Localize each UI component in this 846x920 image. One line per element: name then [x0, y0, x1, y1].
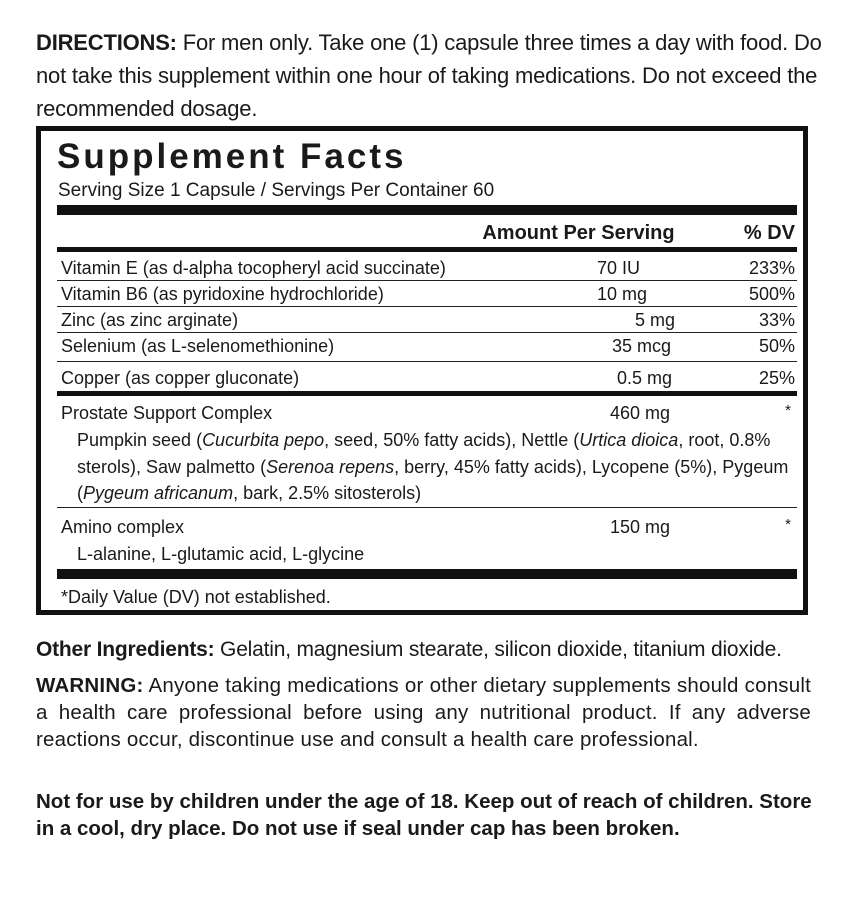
nutrient-dv: 500%: [748, 284, 795, 304]
blend-ingredients: [77, 427, 802, 507]
ingredient-text: , root, 0.8% sterols), Saw palmetto (: [77, 430, 771, 477]
blend-ingredients: L-alanine, L-glutamic acid, L-glycine: [77, 544, 365, 564]
other-ingredients: [36, 635, 826, 665]
nutrient-amount: 0.5 mg: [617, 368, 673, 388]
ingredient-latin: Cucurbita pepo: [202, 430, 325, 450]
nutrient-name: Vitamin E (as d-alpha tocopheryl acid succinate): [61, 258, 446, 278]
divider-thick: [57, 205, 797, 215]
ingredient-latin: Serenoa repens: [266, 456, 395, 477]
divider-thick: [57, 569, 797, 579]
divider-medium: [57, 247, 797, 252]
nutrient-amount: 5 mg: [635, 310, 676, 330]
blend-name: Amino complex: [61, 517, 185, 537]
nutrient-name: Copper (as copper gluconate): [61, 368, 300, 388]
blend-dv-star: *: [785, 402, 791, 419]
divider-thin: [57, 361, 797, 362]
blend-dv-star: *: [785, 516, 791, 533]
children-notice: Not for use by children under the age of 18. Keep out of reach of children. Store in a cool, dry place. Do not use if seal under cap has been broken.: [36, 790, 812, 840]
ingredient-latin: Pygeum africanum: [83, 483, 234, 503]
divider-thin: [57, 507, 797, 508]
nutrient-dv: 25%: [758, 368, 795, 388]
ingredient-text: , seed, 50% fatty acids), Nettle (: [324, 430, 580, 450]
divider-thin: [57, 280, 797, 281]
other-ingredients-label: Other Ingredients:: [36, 638, 215, 661]
header-dv: % DV: [743, 222, 795, 244]
nutrient-amount: 10 mg: [597, 284, 648, 304]
nutrient-name: Zinc (as zinc arginate): [61, 310, 239, 330]
directions-body: For men only. Take one (1) capsule three times a day with food. Do not take this supplement within one hour of taking medications. Do not exceed the recommended dosage.: [36, 30, 822, 121]
nutrient-dv: 50%: [758, 336, 795, 356]
blend-name: Prostate Support Complex: [61, 403, 273, 423]
blend-amount: 150 mg: [610, 517, 671, 537]
nutrient-name: Vitamin B6 (as pyridoxine hydrochloride): [61, 284, 384, 304]
nutrient-amount: 70 IU: [597, 258, 641, 278]
other-ingredients-text: Gelatin, magnesium stearate, silicon dioxide, titanium dioxide.: [214, 638, 782, 661]
directions-label: DIRECTIONS:: [36, 30, 177, 55]
nutrient-dv: 33%: [758, 310, 795, 330]
ingredient-latin: Urtica dioica: [579, 430, 679, 450]
blend-amount: 460 mg: [610, 403, 671, 423]
facts-title: Supplement Facts: [57, 137, 407, 176]
dv-footnote: *Daily Value (DV) not established.: [61, 587, 331, 607]
directions-text: [36, 26, 826, 125]
ingredient-text: , bark, 2.5% sitosterols): [233, 483, 422, 503]
header-amount: Amount Per Serving: [482, 222, 675, 244]
divider-thin: [57, 306, 797, 307]
nutrient-amount: 35 mcg: [612, 336, 672, 356]
divider-thin: [57, 332, 797, 333]
supplement-facts-panel: [36, 126, 808, 615]
nutrient-dv: 233%: [748, 258, 795, 278]
warning-body: Anyone taking medications or other dietary supplements should consult a health care professional before using any nutritional product. If any adverse reactions occur, discontinue use and consult a health care professional.: [36, 674, 811, 751]
nutrient-name: Selenium (as L-selenomethionine): [61, 336, 335, 356]
serving-info: Serving Size 1 Capsule / Servings Per Container 60: [58, 180, 495, 201]
warning-label: WARNING:: [36, 674, 144, 697]
divider-medium: [57, 391, 797, 396]
ingredient-text: , berry, 45% fatty acids), Lycopene (5%), Pygeum (: [77, 456, 789, 503]
warning-text: [36, 672, 811, 753]
ingredient-text: Pumpkin seed (: [77, 430, 203, 450]
